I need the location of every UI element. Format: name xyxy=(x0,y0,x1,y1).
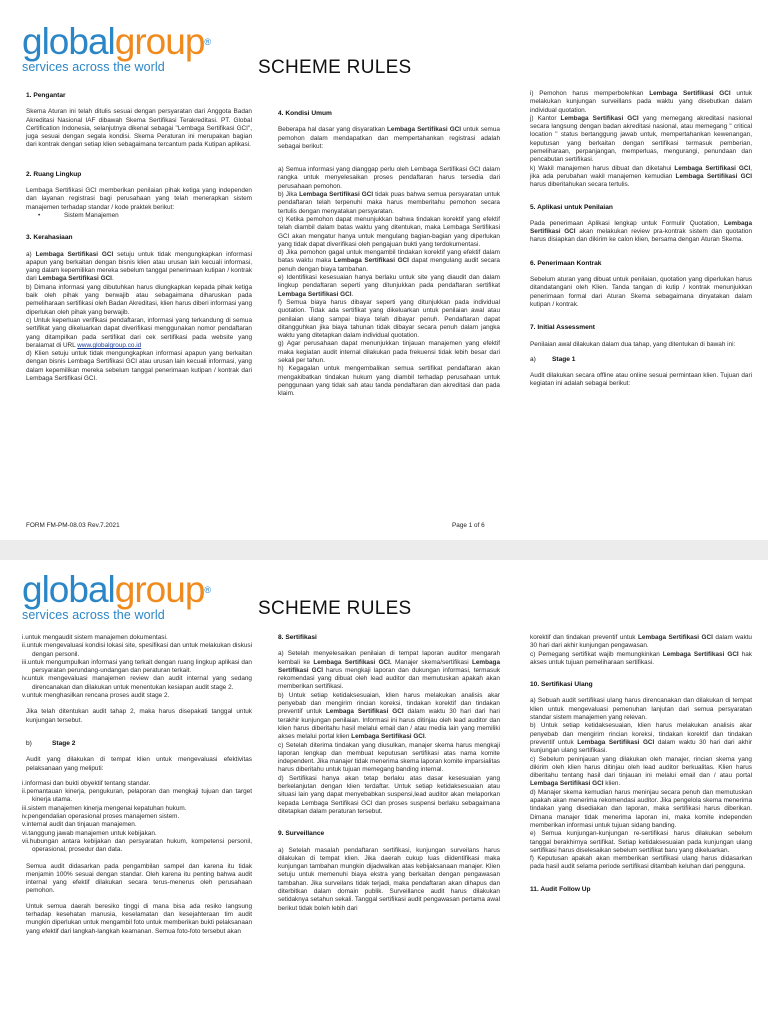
paragraph: a) Setelah masalah pendaftaran sertifikasi, kunjungan surveilans harus dilakukan di tempat klien. Jika daerah cukup luas diidentifikasi maka kunjungan tambahan mungkin dijadwalkan atas kebijaksanaan manajer. Klien setuju untuk memenuhi biaya ekstra yang berkaitan dengan pengawasan tambahan. Jika surveilans tidak terjadi, maka pendaftaran akan dihapus dan diterbitkan dalam domain publik. Surveillance audit harus dilakukan setidaknya setahun sekali. Tanggal sertifikasi audit pengawasan pertama awal berikut tidak boleh lebih dari xyxy=(278,846,500,912)
paragraph: b) Dimana informasi yang dibutuhkan harus diungkapkan kepada pihak ketiga baik oleh pihak yang berwajib atau sebagaimana diharuskan pada pemeliharaan sertifikasi oleh Badan Akreditasi, klien harus diberi informasi yang diperlukan oleh pihak yang berwajib. xyxy=(26,283,252,316)
section-heading: 8. Sertifikasi xyxy=(278,634,317,641)
paragraph: Audit yang dilakukan di tempat klien untuk mengevaluasi efektivitas pelaksanaan yang meliputi: xyxy=(26,756,252,772)
paragraph: c) Ketika pemohon dapat menunjukkan bahwa tindakan korektif yang efektif telah diambil dalam batas waktu yang ditentukan, maka Lembaga Sertifikasi GCI akan mengatur hanya untuk mengulang bagian-bagian yang diperlukan yang tidak dapat diverifikasi oleh pengajuan bukti yang terdokumentasi. xyxy=(278,215,500,248)
paragraph: h) Kegagalan untuk mengembalikan semua sertifikat pendaftaran akan mengakibatkan tindakan hukum yang diambil terhadap perusahaan untuk penggunaan yang tidak sah atau tanda pendaftaran dan akreditasi dan pada klaim. xyxy=(278,365,500,398)
list-item: i.untuk mengaudit sistem manajemen dokumentasi. xyxy=(22,634,168,641)
list-item: v.untuk menghasilkan rencana proses audit stage 2. xyxy=(22,692,170,700)
paragraph: Skema Aturan ini telah ditulis sesuai dengan persyaratan dari Anggota Badan Akreditasi Nasional IAF dibawah Skema Sertifikasi Terakreditasi. PT. Global Certification Indonesia, selanjutnya dikenal sebagai "Lembaga Sertifikasi GCI", juga sesuai dengan segala kondisi. Skema Peraturan ini merupakan bagian dari kontrak dengan setiap klien sebagaimana tercantum pada Kutipan aplikasi. xyxy=(26,108,252,149)
document-page-2 xyxy=(0,560,768,1024)
list-item: ii.pemantauan kinerja, pengukuran, pelaporan dan mengkaji tujuan dan target kinerja utama. xyxy=(22,788,252,804)
roman-list xyxy=(20,780,252,855)
paragraph: d) Klien setuju untuk tidak mengungkapkan informasi apapun yang berkaitan dengan bisnis Lembaga Sertifikasi GCI atau urusan lain kecuali informasi, yang dalam kepemilikan mereka sebelum tanggal penerimaan kutipan / kontrak dari Lembaga Sertifikasi GCI. xyxy=(26,350,252,383)
paragraph: f) Keputusan apakah akan memberikan sertifikasi ulang harus didasarkan pada hasil audit selama periode sertifikasi ditambah keluhan dari pengguna. xyxy=(530,855,752,871)
paragraph: e) Identifikasi kesesuaian hanya berlaku untuk site yang diaudit dan dalam lingkup pendaftaran seperti yang ditunjukkan pada pendaftaran sertifikat Lembaga Sertifikasi GCI. xyxy=(278,274,500,298)
roman-list xyxy=(20,634,252,700)
list-item: iii.untuk mengumpulkan informasi yang terkait dengan ruang lingkup aplikasi dan persyaratan perundang-undangan dan peraturan terkait. xyxy=(22,658,252,675)
logo-wordmark: globalgroup® xyxy=(22,569,211,610)
form-number: FORM FM-PM-08.03 Rev.7.2021 xyxy=(26,522,120,529)
section-heading: 2. Ruang Lingkup xyxy=(26,170,82,178)
logo-tagline: services across the world xyxy=(22,608,165,622)
paragraph: b) Jika Lembaga Sertifikasi GCI tidak puas bahwa semua persyaratan untuk pendaftaran telah terpenuhi maka harus memberitahu pemohon secara tertulis dengan menyatakan persyaratan. xyxy=(278,191,500,215)
paragraph: Sebelum aturan yang dibuat untuk penilaian, quotation yang diperlukan harus ditandatangani oleh Klien. Tanda tangan di kutip / kontrak menunjukkan penerimaan formal dari Aturan Skema sebagaimana dinyatakan dalam kutipan / kontrak. xyxy=(530,276,752,308)
paragraph: k) Wakil manajemen harus dibuat dan diketahui Lembaga Sertifikasi GCI, jika ada perubahan wakil manajemen kemudian Lembaga Sertifikasi GCI harus diberitahukan secara tertulis. xyxy=(530,164,752,189)
page-title: SCHEME RULES xyxy=(258,598,412,619)
page1-column-3 xyxy=(530,90,752,396)
page-separator xyxy=(0,540,768,560)
paragraph: j) Kantor Lembaga Sertifikasi GCI yang memegang akreditasi nasional secara langsung dengan badan akreditasi nasional, atau memegang " critical location " status bertanggung jawab untuk, mempertahankan kewenangan, keputusan yang berkaitan dengan sertifikasi termasuk pemberian, pemeliharaan, perpanjangan, memperluas, mengurangi, penundaan dan pencabutan sertifikasi. xyxy=(530,114,752,164)
section-heading: 1. Pengantar xyxy=(26,92,66,99)
globalgroup-logo xyxy=(22,570,232,632)
paragraph: f) Semua biaya harus dibayar seperti yang ditunjukkan pada individual quotation. Tidak ada sertifikat yang dikeluarkan untuk penilaian awal atau penilaian ulang sampai biaya telah dibayar penuh. Pendaftaran dapat ditangguhkan jika biaya tahunan tidak dibayar secara penuh dalam jangka waktu yang ditetapkan dalam individual quotation. xyxy=(278,298,500,340)
list-item: ii.untuk mengevaluasi kondisi lokasi site, spesifikasi dan untuk melakukan diskusi dengan personil. xyxy=(22,642,252,658)
list-item: vii.hubungan antara kebijakan dan persyaratan hukum, kompetensi personil, operasional, prosedur dan data. xyxy=(22,837,252,854)
page2-column-2 xyxy=(278,634,500,913)
paragraph: g) Agar perusahaan dapat menunjukkan tinjauan manajemen yang efektif maka kegiatan audit internal dilakukan pada frekuensi tidak lebih besar dari sekali per tahun. xyxy=(278,340,500,365)
list-item: v.internal audit dan tinjauan manajemen. xyxy=(22,821,137,829)
paragraph: Beberapa hal dasar yang disyaratkan Lembaga Sertifikasi GCI untuk semua pemohon dalam mendapatkan dan mempertahankan registrasi adalah sebagai berikut: xyxy=(278,126,500,150)
paragraph: c) Setelah diterima tindakan yang diusulkan, manajer skema harus mengkaji laporan lengkap dan membuat keputusan sertifikasi atas nama komite independent. Jika manajer tidak menerima skema laporan komite imparsialitas harus diberitahu untuk tujuan memegang banding internal. xyxy=(278,741,501,774)
section-heading: 9. Surveillance xyxy=(278,830,325,838)
page2-column-3 xyxy=(530,634,752,902)
paragraph: d) Sertifikasi hanya akan tetap berlaku atas dasar kesesuaian yang berkelanjutan dengan klien terdaftar. Untuk setiap ketidaksesuaian atau situasi lain yang dapat menyebabkan suspensi,lead auditor akan melaporkan kepada Lembaga Sertifikasi GCI dan proses suspensi berlaku sebagaimana ditetapkan dalam peraturan tersebut. xyxy=(278,774,500,815)
section-heading: 4. Kondisi Umum xyxy=(278,110,332,117)
paragraph: c) Untuk keperluan verifikasi pendaftaran, informasi yang terkandung di semua sertifikat yang dikeluarkan dapat diverifikasi menggunakan nomor pendaftaran yang ditampilkan pada sertifikat dari cek sertifikasi pada website yang beralamat di URL www.globalgroup.co.id xyxy=(26,316,252,349)
list-item: iv.untuk mengevaluasi manajemen review dan audit internal yang sedang direncanakan dan dilakukan untuk menentukan kesiapan audit stage 2. xyxy=(22,675,252,691)
paragraph: Jika telah ditentukan audit tahap 2, maka harus disepakati tanggal untuk kunjungan tersebut. xyxy=(26,708,252,724)
logo-wordmark: globalgroup® xyxy=(22,21,211,62)
section-heading: 11. Audit Follow Up xyxy=(530,885,591,893)
paragraph: d) Manajer skema kemudian harus meninjau secara penuh dan memutuskan apakah akan menerima rekomendasi auditor. Jika pengelola skema menerima tindakan yang disediakan dan laporan, maka sertifikasi harus diberikan. Dimana manajer tidak menerima laporan ini, maka komite independen memberikan informasi untuk tujuan sidang banding. xyxy=(530,788,752,829)
page1-column-2 xyxy=(278,110,500,399)
paragraph: a) Lembaga Sertifikasi GCI setuju untuk tidak mengungkapkan informasi apapun yang berkaitan dengan bisnis klien atau urusan lain kecuali informasi, yang dalam kepemilikan mereka sebelum tanggal penerimaan kutipan / kontrak dari Lembaga Sertifikasi GCI. xyxy=(26,250,252,283)
paragraph: c) Sebelum peninjauan yang dilakukan oleh manajer, rincian skema yang dikirim oleh klien harus ditinjau oleh lead auditor berkualitas. Klien harus diberitahu tentang hasil dari tinjauan ini melalui email dan / atau portal Lembaga Sertifikasi GCI klien. xyxy=(530,755,752,788)
list-item: iv.pengendalian operasional proses manajemen sistem. xyxy=(22,813,180,821)
paragraph: b) Untuk setiap ketidaksesuaian, klien harus melakukan analisis akar penyebab dan mengirim rincian koreksi, tindakan korektif dan tindakan preventif untuk Lembaga Sertifikasi GCI dalam waktu 30 hari dari hari terakhir kunjungan penilaian. Informasi ini harus ditinjau oleh lead auditor dan klien harus diberitahu hasil melalui email dan / atau media lain yang memiliki akses melalui portal klien Lembaga Sertifikasi GCI. xyxy=(278,691,500,741)
paragraph: a) Setelah menyelesaikan penilaian di tempat laporan auditor mengarah kembali ke Lembaga Sertifikasi GCI. Manajer skema/sertifikasi Lembaga Sertifikasi GCI harus mengkaji laporan dan dukungan informasi, termasuk rekomendasi yang dibuat oleh lead auditor dan memutuskan apakah akan memberikan sertifikasi. xyxy=(278,650,501,691)
page2-column-1 xyxy=(20,634,252,943)
website-link[interactable]: www.globalgroup.co.id xyxy=(77,341,142,349)
subsection-heading: a) Stage 1 xyxy=(530,355,576,363)
logo-tagline: services across the world xyxy=(22,60,165,74)
paragraph: d) Jika pemohon gagal untuk mengambil tindakan korektif yang efektif dalam batas waktu maka Lembaga Sertifikasi GCI dapat mengulang audit secara penuh dengan biaya tambahan. xyxy=(278,249,500,273)
section-heading: 5. Aplikasi untuk Penilaian xyxy=(530,203,613,211)
paragraph: c) Pemegang sertifikat wajib memungkinkan Lembaga Sertifikasi GCI hak akses untuk tujuan pemeliharaan sertifikasi. xyxy=(530,650,752,666)
paragraph: Untuk semua daerah beresiko tinggi di mana bisa ada resiko langsung terhadap kesehatan manusia, keselamatan dan kesejahteraan tim audit mungkin diperlukan untuk mengambil foto untuk memberikan bukti pelaksanaan yang efektif dari langkah-langkah keamanan. Semua foto-foto tersebut akan xyxy=(26,902,252,935)
paragraph: Audit dilakukan secara offline atau online sesuai permintaan klien. Tujuan dari kegiatan ini adalah sebagai berikut: xyxy=(530,372,752,388)
page-title: SCHEME RULES xyxy=(258,57,412,78)
list-item: i.informasi dan bukti obyektif tentang standar. xyxy=(22,779,151,787)
subsection-heading: b) Stage 2 xyxy=(26,739,76,747)
paragraph: Penilaian awal dilakukan dalam dua tahap, yang ditentukan di bawah ini: xyxy=(530,340,736,348)
bullet-icon: • xyxy=(38,211,41,219)
paragraph: b) Untuk setiap ketidaksesuaian, klien harus melakukan analisis akar penyebab dan mengirim rincian koreksi, tindakan korektif dan tindakan preventif untuk Lembaga Sertifikasi GCI dalam waktu 30 hari dari akhir kunjungan ulang sertifikasi. xyxy=(530,722,752,755)
list-item: • Sistem Manajemen xyxy=(38,211,119,219)
paragraph: Semua audit didasarkan pada pengambilan sampel dan karena itu tidak menjamin 100% sesuai dengan standar. Oleh karena itu penting bahwa audit internal yang efektif dilakukan secara terus-menerus oleh perusahaan pemohon. xyxy=(26,862,252,895)
paragraph: a) Semua informasi yang dianggap perlu oleh Lembaga Sertifikasi GCI dalam rangka untuk menyelesaikan proses pendaftaran harus tersedia dari perusahaan pemohon. xyxy=(278,166,500,190)
paragraph: korektif dan tindakan preventif untuk Lembaga Sertifikasi GCI dalam waktu 30 hari dari akhir kunjungan pengawasan. xyxy=(530,634,752,650)
globalgroup-logo xyxy=(22,22,232,84)
page1-column-1 xyxy=(26,92,252,383)
section-heading: 6. Penerimaan Kontrak xyxy=(530,259,602,267)
section-heading: 10. Sertifikasi Ulang xyxy=(530,681,593,689)
paragraph: i) Pemohon harus memperbolehkan Lembaga Sertifikasi GCI untuk melakukan kunjungan surveillans pada waktu yang disebutkan dalam individual quotation. xyxy=(530,90,752,114)
section-heading: 7. Initial Assessment xyxy=(530,324,595,332)
paragraph: e) Semua kunjungan-kunjungan re-sertifikasi harus dilakukan sebelum tanggal berakhirnya sertifikat. Setiap ketidaksesuaian pada kunjungan ulang sertifikasi harus diselesaikan sebelum sertifikat baru yang dikeluarkan. xyxy=(530,830,752,854)
paragraph: a) Sebuah audit sertifikasi ulang harus direncanakan dan dilakukan di tempat klien untuk mengevaluasi pemenuhan lanjutan dari semua persyaratan standar sistem manajemen yang relevan. xyxy=(530,697,752,722)
section-heading: 3. Kerahasiaan xyxy=(26,234,73,242)
paragraph: Lembaga Sertifikasi GCI memberikan penilaian pihak ketiga yang independen dan layanan registrasi bagi perusahaan yang telah menerapkan sistem manajemen terhadap standar / kode praktek berikut: xyxy=(26,187,252,211)
paragraph: Pada penerimaan Aplikasi lengkap untuk Formulir Quotation, Lembaga Sertifikasi GCI akan melakukan review pra-kontrak sistem dan quotation harus disiapkan dan dikirim ke calon klien, bersama dengan Aturan Skema. xyxy=(530,219,753,244)
page-number: Page 1 of 6 xyxy=(452,522,485,529)
list-item: vi.tanggung jawab manajemen untuk kebijakan. xyxy=(22,829,157,837)
list-item: iii.sistem manajemen kinerja mengenai kepatuhan hukum. xyxy=(22,804,187,812)
